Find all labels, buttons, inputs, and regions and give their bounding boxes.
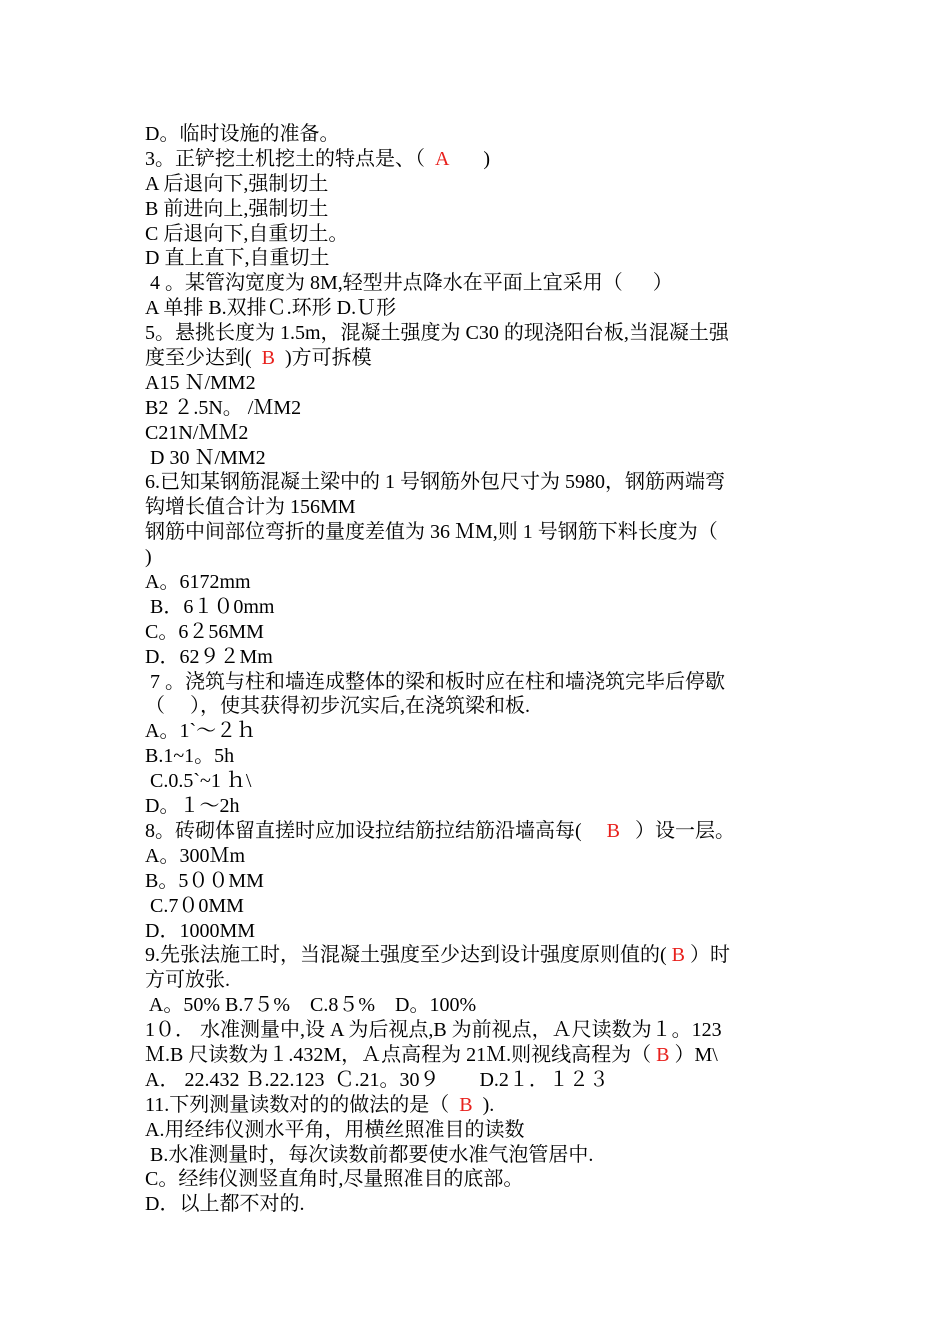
line-text: A。6172mm xyxy=(145,571,251,594)
line-text: A． 22.432 Ｂ.22.123 Ｃ.21。30９ D.2１．１２３ xyxy=(145,1068,609,1091)
text-line xyxy=(145,794,815,819)
line-text: 3。正铲挖土机挖土的特点是、（ xyxy=(145,147,435,170)
text-line xyxy=(145,446,815,471)
line-text: B．6１０0mm xyxy=(145,595,275,618)
line-text: 6.已知某钢筋混凝土梁中的 1 号钢筋外包尺寸为 5980，钢筋两端弯 xyxy=(145,471,725,494)
line-text: ). xyxy=(472,1093,495,1116)
line-text: 方可放张. xyxy=(145,969,230,992)
line-text: 9.先张法施工时，当混凝土强度至少达到设计强度原则值的( xyxy=(145,944,672,967)
line-text: 1０． 水准测量中,设 A 为后视点,B 为前视点，Ａ尺读数为１。123 xyxy=(145,1019,722,1042)
line-text: C.7０0MM xyxy=(145,894,244,917)
text-line xyxy=(145,1068,815,1093)
text-line xyxy=(145,645,815,670)
text-line xyxy=(145,943,815,968)
text-line xyxy=(145,172,815,197)
line-text: A.用经纬仪测水平角，用横丝照准目的读数 xyxy=(145,1118,525,1141)
line-text: A 单排 B.双排Ｃ.环形 D.Ｕ形 xyxy=(145,297,397,320)
line-text: D。１～2h xyxy=(145,795,240,818)
line-text: 4 。某管沟宽度为 8M,轻型井点降水在平面上宜采用（ ） xyxy=(145,272,673,295)
line-text: 8。砖砌体留直搓时应加设拉结筋拉结筋沿墙高每( xyxy=(145,819,607,842)
line-text: ) xyxy=(145,546,152,569)
text-line xyxy=(145,844,815,869)
line-text: B2 ２.5N。 /ＭM2 xyxy=(145,396,302,419)
answer-mark: A xyxy=(435,147,449,170)
text-line xyxy=(145,545,815,570)
text-line xyxy=(145,1118,815,1143)
line-text: （ ），使其获得初步沉实后,在浇筑梁和板. xyxy=(145,695,530,718)
line-text: 度至少达到( xyxy=(145,347,262,370)
text-line xyxy=(145,222,815,247)
line-text: Ｍ.B 尺读数为１.432M，Ａ点高程为 21Ｍ.则视线高程为（ xyxy=(145,1043,657,1066)
line-text: 钩增长值合计为 156MM xyxy=(145,496,356,519)
line-text: ) xyxy=(448,147,491,170)
text-line xyxy=(145,396,815,421)
answer-mark: B xyxy=(656,1043,670,1066)
text-line xyxy=(145,296,815,321)
text-line xyxy=(145,968,815,993)
answer-mark: B xyxy=(261,347,276,370)
line-text: D 直上直下,自重切土 xyxy=(145,247,330,270)
line-text: A。300Ｍm xyxy=(145,844,245,867)
text-line xyxy=(145,694,815,719)
line-text: A15 Ｎ/MM2 xyxy=(145,371,256,394)
line-text: A。1`～２ｈ xyxy=(145,720,257,743)
text-line xyxy=(145,1043,815,1068)
text-line xyxy=(145,1018,815,1043)
answer-mark: B xyxy=(459,1093,473,1116)
text-line xyxy=(145,421,815,446)
text-line xyxy=(145,1192,815,1217)
text-line xyxy=(145,470,815,495)
text-line xyxy=(145,670,815,695)
text-line xyxy=(145,246,815,271)
text-line xyxy=(145,570,815,595)
line-text: D．以上都不对的. xyxy=(145,1193,305,1216)
answer-mark: B xyxy=(671,944,686,967)
text-line xyxy=(145,620,815,645)
line-text: A 后退向下,强制切土 xyxy=(145,172,329,195)
text-line xyxy=(145,1143,815,1168)
text-line xyxy=(145,197,815,222)
line-text: C21N/ＭＭ2 xyxy=(145,421,249,444)
line-text: C。经纬仪测竖直角时,尽量照准目的底部。 xyxy=(145,1168,524,1191)
text-line xyxy=(145,495,815,520)
answer-mark: B xyxy=(606,819,621,842)
line-text: ）设一层。 xyxy=(620,819,736,842)
line-text: C。6２56MM xyxy=(145,620,264,643)
text-line xyxy=(145,346,815,371)
text-line xyxy=(145,271,815,296)
text-line xyxy=(145,769,815,794)
line-text: C 后退向下,自重切土。 xyxy=(145,222,349,245)
text-line xyxy=(145,869,815,894)
text-line xyxy=(145,819,815,844)
text-line xyxy=(145,894,815,919)
line-text: 7 。浇筑与柱和墙连成整体的梁和板时应在柱和墙浇筑完毕后停歇 xyxy=(145,670,725,693)
text-line xyxy=(145,719,815,744)
line-text: ）M\ xyxy=(669,1043,718,1066)
line-text: D 30 Ｎ/MM2 xyxy=(145,446,266,469)
text-line xyxy=(145,147,815,172)
line-text: B.1~1。5h xyxy=(145,745,235,768)
text-line xyxy=(145,744,815,769)
text-line xyxy=(145,520,815,545)
line-text: A。50% B.7５% C.8５% D。100% xyxy=(145,994,477,1017)
line-text: D．62９２Mm xyxy=(145,645,273,668)
text-line xyxy=(145,1167,815,1192)
line-text: 5。悬挑长度为 1.5m，混凝土强度为 C30 的现浇阳台板,当混凝土强 xyxy=(145,322,729,345)
line-text: D．1000MM xyxy=(145,919,256,942)
line-text: B.水准测量时，每次读数前都要使水准气泡管居中. xyxy=(145,1143,594,1166)
line-text: D。临时设施的准备。 xyxy=(145,123,340,145)
line-text: )方可拆模 xyxy=(275,347,372,370)
line-text: 11.下列测量读数对的的做法的是（ xyxy=(145,1093,460,1116)
document-body xyxy=(145,122,815,1217)
text-line xyxy=(145,1093,815,1118)
line-text: 钢筋中间部位弯折的量度差值为 36 ＭM,则 1 号钢筋下料长度为（ xyxy=(145,521,718,544)
line-text: ）时 xyxy=(685,944,731,967)
text-line xyxy=(145,371,815,396)
text-line xyxy=(145,993,815,1018)
line-text: C.0.5`~1 ｈ\ xyxy=(145,770,252,793)
line-text: B。5００MM xyxy=(145,869,264,892)
line-text: B 前进向上,强制切土 xyxy=(145,197,329,220)
text-line xyxy=(145,321,815,346)
text-line xyxy=(145,595,815,620)
text-line xyxy=(145,122,815,147)
text-line xyxy=(145,919,815,944)
